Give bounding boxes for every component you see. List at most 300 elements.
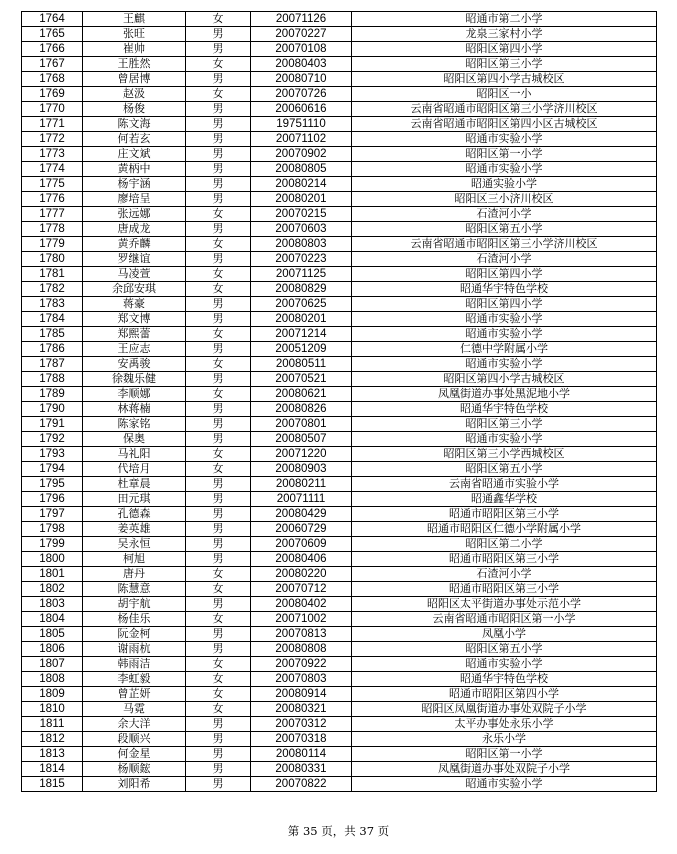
cell-number: 1808 [22,672,83,687]
cell-number: 1766 [22,42,83,57]
cell-school: 昭阳区第四小学古城校区 [352,72,657,87]
cell-number: 1776 [22,192,83,207]
cell-birthdate: 20070803 [251,672,352,687]
cell-school: 云南省昭通市昭阳区第四小区古城校区 [352,117,657,132]
table-row [22,147,657,162]
table-row [22,447,657,462]
cell-gender: 男 [186,342,251,357]
cell-number: 1789 [22,387,83,402]
cell-gender: 女 [186,447,251,462]
cell-birthdate: 20070318 [251,732,352,747]
cell-name: 胡宇航 [83,597,186,612]
cell-school: 昭阳区第四小学 [352,297,657,312]
cell-birthdate: 20080803 [251,237,352,252]
cell-number: 1778 [22,222,83,237]
cell-gender: 男 [186,417,251,432]
cell-number: 1788 [22,372,83,387]
cell-birthdate: 20070312 [251,717,352,732]
cell-birthdate: 20080331 [251,762,352,777]
cell-gender: 男 [186,477,251,492]
cell-name: 庄文斌 [83,147,186,162]
cell-gender: 男 [186,162,251,177]
table-body [22,12,657,792]
cell-name: 徐魏乐健 [83,372,186,387]
cell-name: 王胜然 [83,57,186,72]
cell-school: 云南省昭通市昭阳区第一小学 [352,612,657,627]
cell-name: 黄乔麟 [83,237,186,252]
cell-birthdate: 20080511 [251,357,352,372]
cell-gender: 男 [186,252,251,267]
cell-birthdate: 20080201 [251,192,352,207]
table-row [22,762,657,777]
cell-birthdate: 20080201 [251,312,352,327]
cell-birthdate: 20080402 [251,597,352,612]
cell-gender: 男 [186,762,251,777]
cell-gender: 男 [186,432,251,447]
table-row [22,642,657,657]
table-row [22,27,657,42]
table-row [22,717,657,732]
cell-gender: 男 [186,72,251,87]
cell-number: 1806 [22,642,83,657]
table-row [22,522,657,537]
cell-name: 唐丹 [83,567,186,582]
cell-name: 谢雨杭 [83,642,186,657]
table-row [22,777,657,792]
cell-number: 1807 [22,657,83,672]
cell-birthdate: 20070922 [251,657,352,672]
cell-birthdate: 20080805 [251,162,352,177]
cell-name: 孔德森 [83,507,186,522]
cell-number: 1790 [22,402,83,417]
cell-birthdate: 20080507 [251,432,352,447]
cell-number: 1775 [22,177,83,192]
cell-number: 1777 [22,207,83,222]
cell-school: 昭通市昭阳区第四小学 [352,687,657,702]
cell-number: 1795 [22,477,83,492]
cell-gender: 男 [186,177,251,192]
cell-birthdate: 20071220 [251,447,352,462]
table-row [22,582,657,597]
cell-number: 1802 [22,582,83,597]
cell-name: 王应志 [83,342,186,357]
table-row [22,462,657,477]
table-row [22,162,657,177]
cell-school: 凤凰街道办事处双院子小学 [352,762,657,777]
cell-name: 刘阳希 [83,777,186,792]
cell-birthdate: 20080826 [251,402,352,417]
cell-name: 何金星 [83,747,186,762]
table-row [22,612,657,627]
cell-name: 马凌萱 [83,267,186,282]
cell-gender: 男 [186,537,251,552]
cell-number: 1772 [22,132,83,147]
cell-number: 1815 [22,777,83,792]
table-row [22,387,657,402]
cell-school: 昭通市第二小学 [352,12,657,27]
cell-name: 曾居博 [83,72,186,87]
cell-birthdate: 20070521 [251,372,352,387]
cell-name: 罗继谊 [83,252,186,267]
cell-name: 余大洋 [83,717,186,732]
cell-gender: 男 [186,507,251,522]
table-row [22,57,657,72]
table-row [22,177,657,192]
cell-school: 凤凰小学 [352,627,657,642]
table-row [22,327,657,342]
cell-gender: 女 [186,207,251,222]
table-row [22,492,657,507]
table-row [22,42,657,57]
cell-name: 何若玄 [83,132,186,147]
cell-birthdate: 20080114 [251,747,352,762]
cell-birthdate: 20080429 [251,507,352,522]
table-row [22,687,657,702]
cell-birthdate: 20070902 [251,147,352,162]
cell-number: 1768 [22,72,83,87]
cell-school: 昭阳区第二小学 [352,537,657,552]
cell-number: 1764 [22,12,83,27]
cell-school: 石渣河小学 [352,252,657,267]
cell-number: 1798 [22,522,83,537]
cell-name: 蒋豪 [83,297,186,312]
cell-number: 1809 [22,687,83,702]
cell-name: 张旺 [83,27,186,42]
table-row [22,237,657,252]
cell-birthdate: 20070712 [251,582,352,597]
cell-gender: 女 [186,267,251,282]
cell-school: 昭阳区第五小学 [352,222,657,237]
cell-school: 昭通市实验小学 [352,432,657,447]
table-row [22,12,657,27]
table-row [22,702,657,717]
cell-number: 1803 [22,597,83,612]
cell-name: 柯旭 [83,552,186,567]
table-row [22,747,657,762]
cell-number: 1765 [22,27,83,42]
cell-gender: 女 [186,672,251,687]
cell-gender: 男 [186,552,251,567]
cell-name: 马霓 [83,702,186,717]
cell-name: 陈家铭 [83,417,186,432]
table-row [22,87,657,102]
table-row [22,417,657,432]
cell-number: 1805 [22,627,83,642]
cell-birthdate: 20080903 [251,462,352,477]
cell-number: 1801 [22,567,83,582]
cell-school: 凤凰街道办事处黑泥地小学 [352,387,657,402]
cell-number: 1779 [22,237,83,252]
cell-birthdate: 20080406 [251,552,352,567]
cell-number: 1814 [22,762,83,777]
cell-birthdate: 20071214 [251,327,352,342]
cell-school: 昭阳区第三小学 [352,57,657,72]
cell-name: 杨顺鋐 [83,762,186,777]
cell-school: 昭阳区第一小学 [352,147,657,162]
cell-number: 1792 [22,432,83,447]
cell-number: 1796 [22,492,83,507]
cell-school: 昭通华宇特色学校 [352,672,657,687]
cell-number: 1771 [22,117,83,132]
cell-school: 太平办事处永乐小学 [352,717,657,732]
cell-gender: 女 [186,87,251,102]
table-row [22,672,657,687]
cell-name: 段顺兴 [83,732,186,747]
cell-gender: 男 [186,522,251,537]
cell-gender: 女 [186,702,251,717]
cell-birthdate: 20071125 [251,267,352,282]
cell-number: 1769 [22,87,83,102]
cell-gender: 女 [186,567,251,582]
cell-name: 杨佳乐 [83,612,186,627]
cell-school: 昭阳区凤凰街道办事处双院子小学 [352,702,657,717]
cell-name: 张远娜 [83,207,186,222]
cell-birthdate: 20070813 [251,627,352,642]
cell-school: 昭阳区太平街道办事处示范小学 [352,597,657,612]
cell-number: 1780 [22,252,83,267]
cell-school: 石渣河小学 [352,567,657,582]
cell-gender: 男 [186,117,251,132]
cell-school: 昭通市实验小学 [352,132,657,147]
cell-gender: 男 [186,627,251,642]
cell-school: 昭阳区第五小学 [352,462,657,477]
table-row [22,657,657,672]
table-row [22,312,657,327]
cell-school: 云南省昭通市昭阳区第三小学济川校区 [352,102,657,117]
table-row [22,282,657,297]
cell-number: 1774 [22,162,83,177]
cell-birthdate: 20070609 [251,537,352,552]
cell-birthdate: 20080214 [251,177,352,192]
cell-school: 龙泉三家村小学 [352,27,657,42]
cell-name: 崔帅 [83,42,186,57]
cell-name: 吴永恒 [83,537,186,552]
cell-number: 1770 [22,102,83,117]
cell-birthdate: 20070223 [251,252,352,267]
cell-number: 1773 [22,147,83,162]
table-row [22,267,657,282]
cell-birthdate: 20080220 [251,567,352,582]
cell-gender: 女 [186,327,251,342]
cell-school: 永乐小学 [352,732,657,747]
cell-name: 李顺娜 [83,387,186,402]
cell-school: 昭通市实验小学 [352,357,657,372]
cell-name: 李虹毅 [83,672,186,687]
table-row [22,552,657,567]
cell-number: 1810 [22,702,83,717]
cell-gender: 女 [186,462,251,477]
cell-name: 马礼阳 [83,447,186,462]
cell-school: 昭阳区第三小学西城校区 [352,447,657,462]
table-row [22,117,657,132]
cell-birthdate: 19751110 [251,117,352,132]
cell-birthdate: 20070625 [251,297,352,312]
student-table [21,11,657,792]
table-row [22,342,657,357]
table-row [22,507,657,522]
cell-birthdate: 20080914 [251,687,352,702]
cell-birthdate: 20070801 [251,417,352,432]
cell-number: 1783 [22,297,83,312]
table-row [22,537,657,552]
cell-school: 仁德中学附属小学 [352,342,657,357]
cell-number: 1767 [22,57,83,72]
cell-number: 1794 [22,462,83,477]
cell-name: 郑熙蕾 [83,327,186,342]
cell-school: 昭通华宇特色学校 [352,282,657,297]
cell-birthdate: 20070227 [251,27,352,42]
cell-school: 云南省昭通市昭阳区第三小学济川校区 [352,237,657,252]
cell-name: 郑文博 [83,312,186,327]
cell-number: 1791 [22,417,83,432]
cell-birthdate: 20070108 [251,42,352,57]
table-row [22,372,657,387]
cell-school: 昭通市实验小学 [352,162,657,177]
page-footer: 第 35 页，共 37 页 [287,824,390,838]
cell-birthdate: 20080621 [251,387,352,402]
cell-gender: 男 [186,777,251,792]
cell-school: 昭通市昭阳区仁德小学附属小学 [352,522,657,537]
cell-gender: 男 [186,717,251,732]
cell-gender: 男 [186,42,251,57]
cell-school: 昭阳区第四小学 [352,42,657,57]
cell-name: 韩雨洁 [83,657,186,672]
cell-school: 昭阳区第一小学 [352,747,657,762]
cell-name: 王麒 [83,12,186,27]
cell-name: 曾芷妍 [83,687,186,702]
cell-birthdate: 20080808 [251,642,352,657]
cell-gender: 男 [186,312,251,327]
cell-school: 昭通市昭阳区第三小学 [352,582,657,597]
cell-school: 昭通实验小学 [352,177,657,192]
table-row [22,357,657,372]
table-row [22,567,657,582]
table-row [22,222,657,237]
cell-gender: 女 [186,282,251,297]
cell-birthdate: 20080829 [251,282,352,297]
cell-gender: 男 [186,732,251,747]
cell-gender: 男 [186,102,251,117]
cell-birthdate: 20080211 [251,477,352,492]
cell-name: 余邱安琪 [83,282,186,297]
cell-gender: 男 [186,747,251,762]
table-row [22,402,657,417]
cell-number: 1804 [22,612,83,627]
cell-name: 廖培呈 [83,192,186,207]
cell-school: 石渣河小学 [352,207,657,222]
cell-gender: 女 [186,687,251,702]
cell-school: 昭阳区三小济川校区 [352,192,657,207]
cell-number: 1784 [22,312,83,327]
cell-birthdate: 20070726 [251,87,352,102]
cell-school: 昭阳区第四小学古城校区 [352,372,657,387]
cell-name: 代培月 [83,462,186,477]
table-row [22,297,657,312]
table-row [22,207,657,222]
table-row [22,627,657,642]
cell-gender: 男 [186,297,251,312]
cell-gender: 女 [186,237,251,252]
cell-gender: 男 [186,192,251,207]
cell-school: 昭通市昭阳区第三小学 [352,507,657,522]
cell-number: 1787 [22,357,83,372]
cell-gender: 女 [186,387,251,402]
cell-name: 杨宇涵 [83,177,186,192]
cell-school: 昭通市实验小学 [352,312,657,327]
cell-birthdate: 20071111 [251,492,352,507]
table-row [22,72,657,87]
cell-name: 陈文海 [83,117,186,132]
cell-school: 昭通市实验小学 [352,777,657,792]
cell-school: 昭通市实验小学 [352,327,657,342]
cell-name: 杜章晨 [83,477,186,492]
cell-gender: 男 [186,132,251,147]
cell-school: 昭通市昭阳区第三小学 [352,552,657,567]
cell-school: 昭通市实验小学 [352,657,657,672]
cell-number: 1812 [22,732,83,747]
cell-gender: 男 [186,27,251,42]
cell-number: 1797 [22,507,83,522]
cell-name: 姜英雄 [83,522,186,537]
table-row [22,192,657,207]
cell-birthdate: 20080403 [251,57,352,72]
cell-number: 1786 [22,342,83,357]
cell-birthdate: 20060616 [251,102,352,117]
table-row [22,252,657,267]
cell-birthdate: 20071002 [251,612,352,627]
cell-gender: 女 [186,12,251,27]
cell-birthdate: 20080321 [251,702,352,717]
cell-name: 田元琪 [83,492,186,507]
cell-name: 林蒋楠 [83,402,186,417]
cell-gender: 女 [186,357,251,372]
cell-school: 云南省昭通市实验小学 [352,477,657,492]
cell-school: 昭阳区第三小学 [352,417,657,432]
cell-gender: 女 [186,57,251,72]
cell-number: 1781 [22,267,83,282]
cell-school: 昭阳区第四小学 [352,267,657,282]
cell-school: 昭阳区一小 [352,87,657,102]
cell-number: 1811 [22,717,83,732]
cell-gender: 男 [186,492,251,507]
cell-birthdate: 20071126 [251,12,352,27]
cell-birthdate: 20051209 [251,342,352,357]
cell-number: 1793 [22,447,83,462]
cell-gender: 男 [186,222,251,237]
cell-name: 阮金柯 [83,627,186,642]
cell-gender: 男 [186,372,251,387]
table-row [22,477,657,492]
cell-number: 1782 [22,282,83,297]
cell-name: 安禹骏 [83,357,186,372]
cell-name: 杨俊 [83,102,186,117]
cell-birthdate: 20071102 [251,132,352,147]
table-row [22,102,657,117]
cell-number: 1813 [22,747,83,762]
cell-gender: 男 [186,642,251,657]
cell-gender: 男 [186,147,251,162]
cell-birthdate: 20070822 [251,777,352,792]
cell-birthdate: 20070603 [251,222,352,237]
cell-gender: 女 [186,657,251,672]
cell-number: 1800 [22,552,83,567]
cell-school: 昭通华宇特色学校 [352,402,657,417]
table-row [22,732,657,747]
table-row [22,132,657,147]
cell-birthdate: 20070215 [251,207,352,222]
cell-school: 昭阳区第五小学 [352,642,657,657]
cell-gender: 男 [186,402,251,417]
